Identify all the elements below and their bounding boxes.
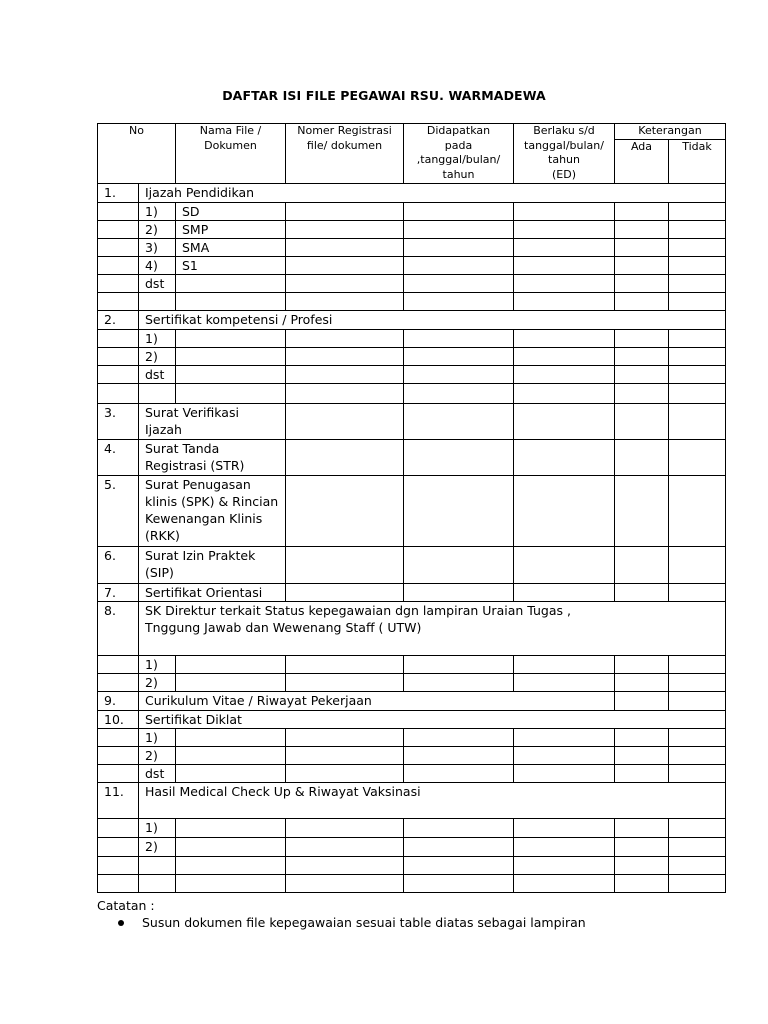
table-row: dst bbox=[98, 275, 726, 293]
table-row: 2) bbox=[98, 838, 726, 857]
table-row: 1) bbox=[98, 330, 726, 348]
table-row: 1) bbox=[98, 819, 726, 838]
table-row: 2) SMP bbox=[98, 221, 726, 239]
bullet-icon bbox=[118, 920, 124, 926]
header-ada: Ada bbox=[615, 140, 669, 184]
table-row: 2) bbox=[98, 348, 726, 366]
page-title: DAFTAR ISI FILE PEGAWAI RSU. WARMADEWA bbox=[222, 88, 546, 103]
header-nama: Nama File / Dokumen bbox=[176, 124, 286, 184]
table-row: 2) bbox=[98, 747, 726, 765]
section-row: 4. Surat Tanda Registrasi (STR) bbox=[98, 440, 726, 476]
table-row: 3) SMA bbox=[98, 239, 726, 257]
table-row: dst bbox=[98, 366, 726, 384]
header-keterangan: Keterangan bbox=[615, 124, 726, 140]
note-item bbox=[118, 915, 586, 930]
section-row: 8. SK Direktur terkait Status kepegawaian dgn lampiran Uraian Tugas , Tnggung Jawab dan Wewenang Staff ( UTW) bbox=[98, 602, 726, 656]
header-nomer: Nomer Registrasi file/ dokumen bbox=[286, 124, 404, 184]
section-row: 1. Ijazah Pendidikan bbox=[98, 184, 726, 203]
table-row bbox=[98, 875, 726, 893]
catatan-label: Catatan : bbox=[97, 898, 155, 913]
file-table bbox=[97, 123, 726, 893]
header-didapatkan: Didapatkan pada ,tanggal/bulan/ tahun bbox=[404, 124, 514, 184]
header-tidak: Tidak bbox=[669, 140, 726, 184]
section-row: 11. Hasil Medical Check Up & Riwayat Vaksinasi bbox=[98, 783, 726, 819]
section-row: 3. Surat Verifikasi Ijazah bbox=[98, 404, 726, 440]
header-no: No bbox=[98, 124, 176, 184]
header-row bbox=[98, 124, 726, 140]
section-row: 10. Sertifikat Diklat bbox=[98, 711, 726, 729]
section-row: 5. Surat Penugasan klinis (SPK) & Rincian Kewenangan Klinis (RKK) bbox=[98, 476, 726, 547]
table-row: 1) bbox=[98, 729, 726, 747]
table-row: 1) bbox=[98, 656, 726, 674]
section-row: 2. Sertifikat kompetensi / Profesi bbox=[98, 311, 726, 330]
table-row bbox=[98, 384, 726, 404]
table-row: dst bbox=[98, 765, 726, 783]
section-row: 6. Surat Izin Praktek (SIP) bbox=[98, 547, 726, 584]
table-row bbox=[98, 857, 726, 875]
table-row: 4) S1 bbox=[98, 257, 726, 275]
section-row: 7. Sertifikat Orientasi bbox=[98, 584, 726, 602]
note-text: Susun dokumen file kepegawaian sesuai table diatas sebagai lampiran bbox=[142, 915, 586, 930]
section-row: 9. Curikulum Vitae / Riwayat Pekerjaan bbox=[98, 692, 726, 711]
table-row: 2) bbox=[98, 674, 726, 692]
table-row bbox=[98, 293, 726, 311]
table-row: 1) SD bbox=[98, 203, 726, 221]
header-berlaku: Berlaku s/d tanggal/bulan/ tahun (ED) bbox=[514, 124, 615, 184]
